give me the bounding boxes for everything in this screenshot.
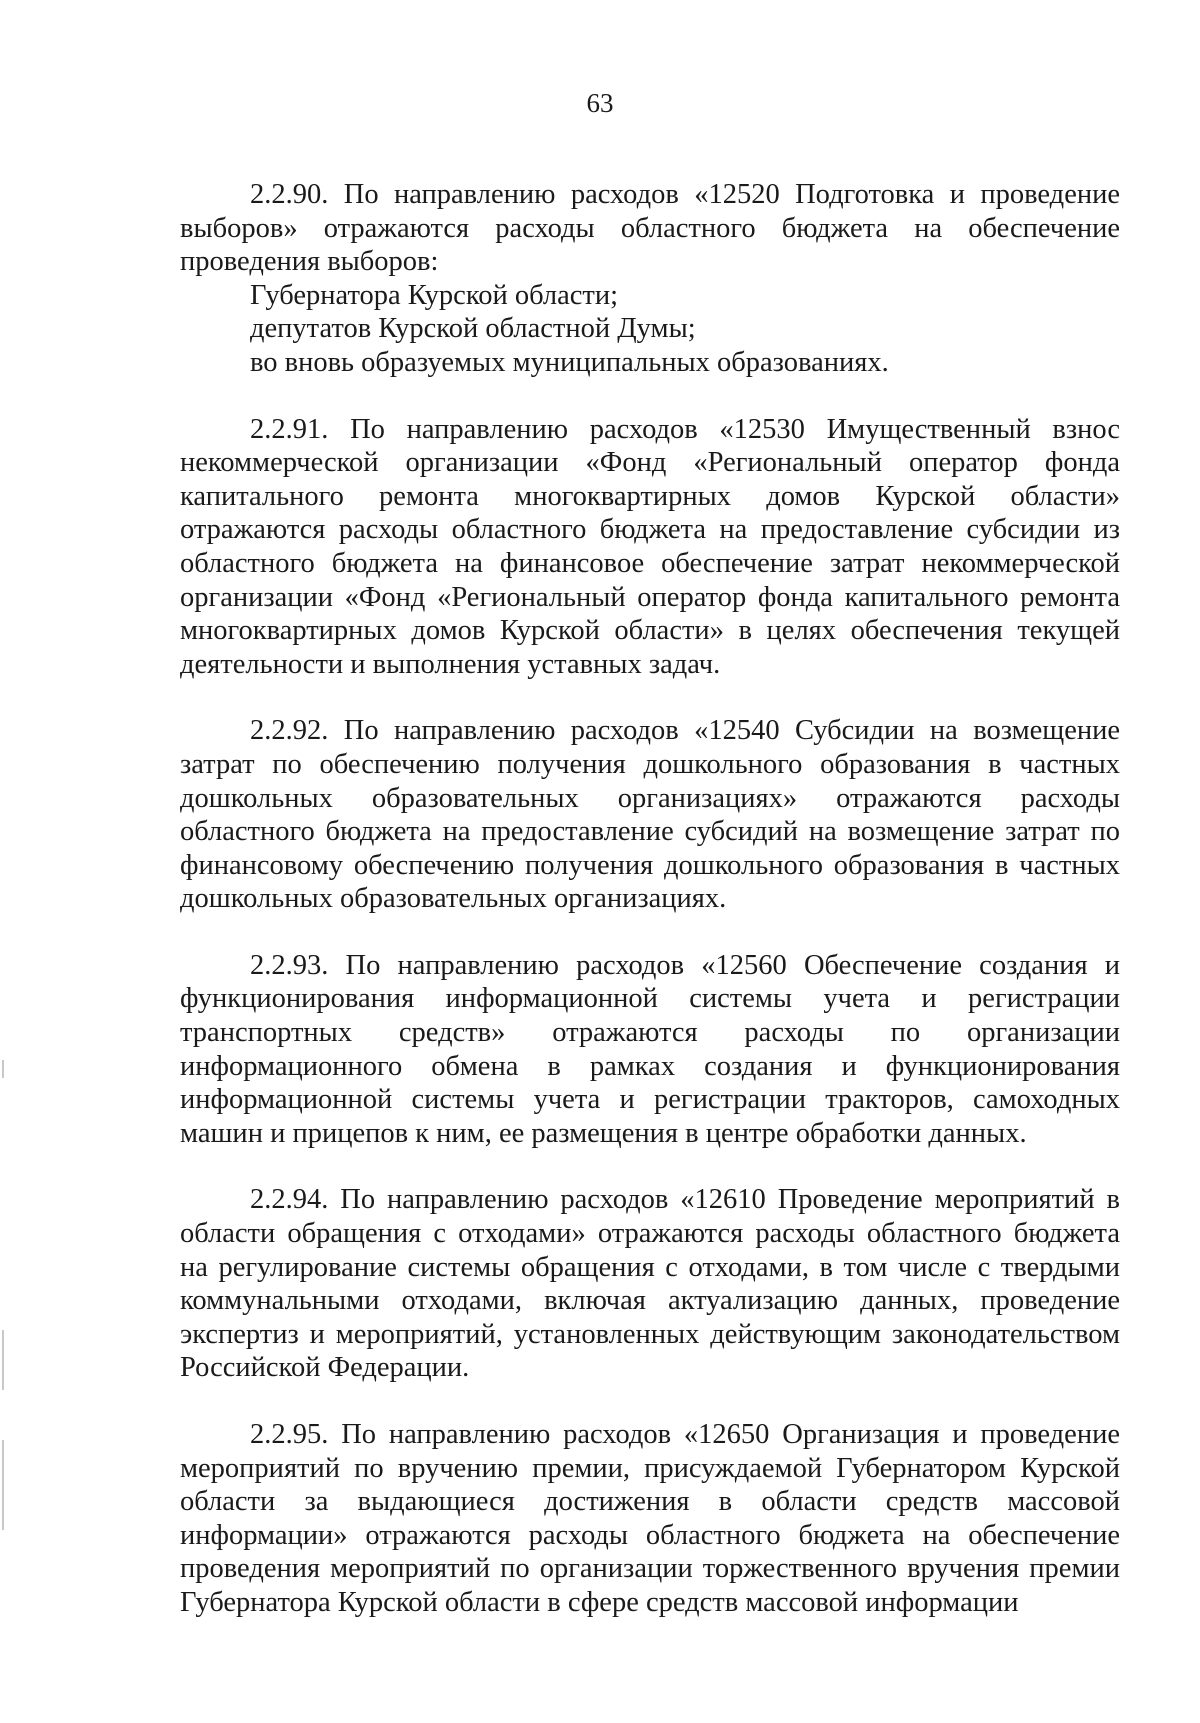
paragraph-2-2-93: 2.2.93. По направлению расходов «12560 Обеспечение создания и функционирования информационной системы учета и регистрации транспортных средств» отражаются расходы по организации информационного обмена в рамках создания и функционирования информационной системы учета и регистрации тракторов, самоходных машин и прицепов к ним, ее размещения в центре обработки данных.: [180, 949, 1120, 1149]
document-body: [180, 178, 1120, 1620]
paragraph-2-2-90: 2.2.90. По направлению расходов «12520 Подготовка и проведение выборов» отражаются расходы областного бюджета на обеспечение проведения выборов:: [180, 179, 1120, 278]
scan-margin-mark: [2, 1330, 4, 1390]
paragraph-2-2-94: 2.2.94. По направлению расходов «12610 Проведение мероприятий в области обращения с отходами» отражаются расходы областного бюджета на регулирование системы обращения с отходами, в том числе с твердыми коммунальными отходами, включая актуализацию данных, проведение экспертиз и мероприятий, установленных действующим законодательством Российской Федерации.: [180, 1184, 1120, 1384]
paragraph-2-2-92: 2.2.92. По направлению расходов «12540 Субсидии на возмещение затрат по обеспечению получения дошкольного образования в частных дошкольных образовательных организациях» отражаются расходы областного бюджета на предоставление субсидий на возмещение затрат по финансовому обеспечению получения дошкольного образования в частных дошкольных образовательных организациях.: [180, 715, 1120, 915]
paragraph-2-2-91: 2.2.91. По направлению расходов «12530 Имущественный взнос некоммерческой организации «Фонд «Региональный оператор фонда капитального ремонта многоквартирных домов Курской области» отражаются расходы областного бюджета на предоставление субсидии из областного бюджета на финансовое обеспечение затрат некоммерческой организации «Фонд «Региональный оператор фонда капитального ремонта многоквартирных домов Курской области» в целях обеспечения текущей деятельности и выполнения уставных задач.: [180, 413, 1120, 680]
scan-margin-mark: [2, 1440, 4, 1530]
list-item: Губернатора Курской области;: [250, 279, 619, 311]
page-number: 63: [586, 88, 614, 118]
list-item: во вновь образуемых муниципальных образованиях.: [250, 346, 889, 378]
list-item: депутатов Курской областной Думы;: [250, 313, 696, 345]
paragraph-2-2-95: 2.2.95. По направлению расходов «12650 Организация и проведение мероприятий по вручению премии, присуждаемой Губернатором Курской области за выдающиеся достижения в области средств массовой информации» отражаются расходы областного бюджета на обеспечение проведения мероприятий по организации торжественного вручения премии Губернатора Курской области в сфере средств массовой информации: [180, 1419, 1120, 1618]
scan-margin-mark: [2, 1060, 4, 1078]
